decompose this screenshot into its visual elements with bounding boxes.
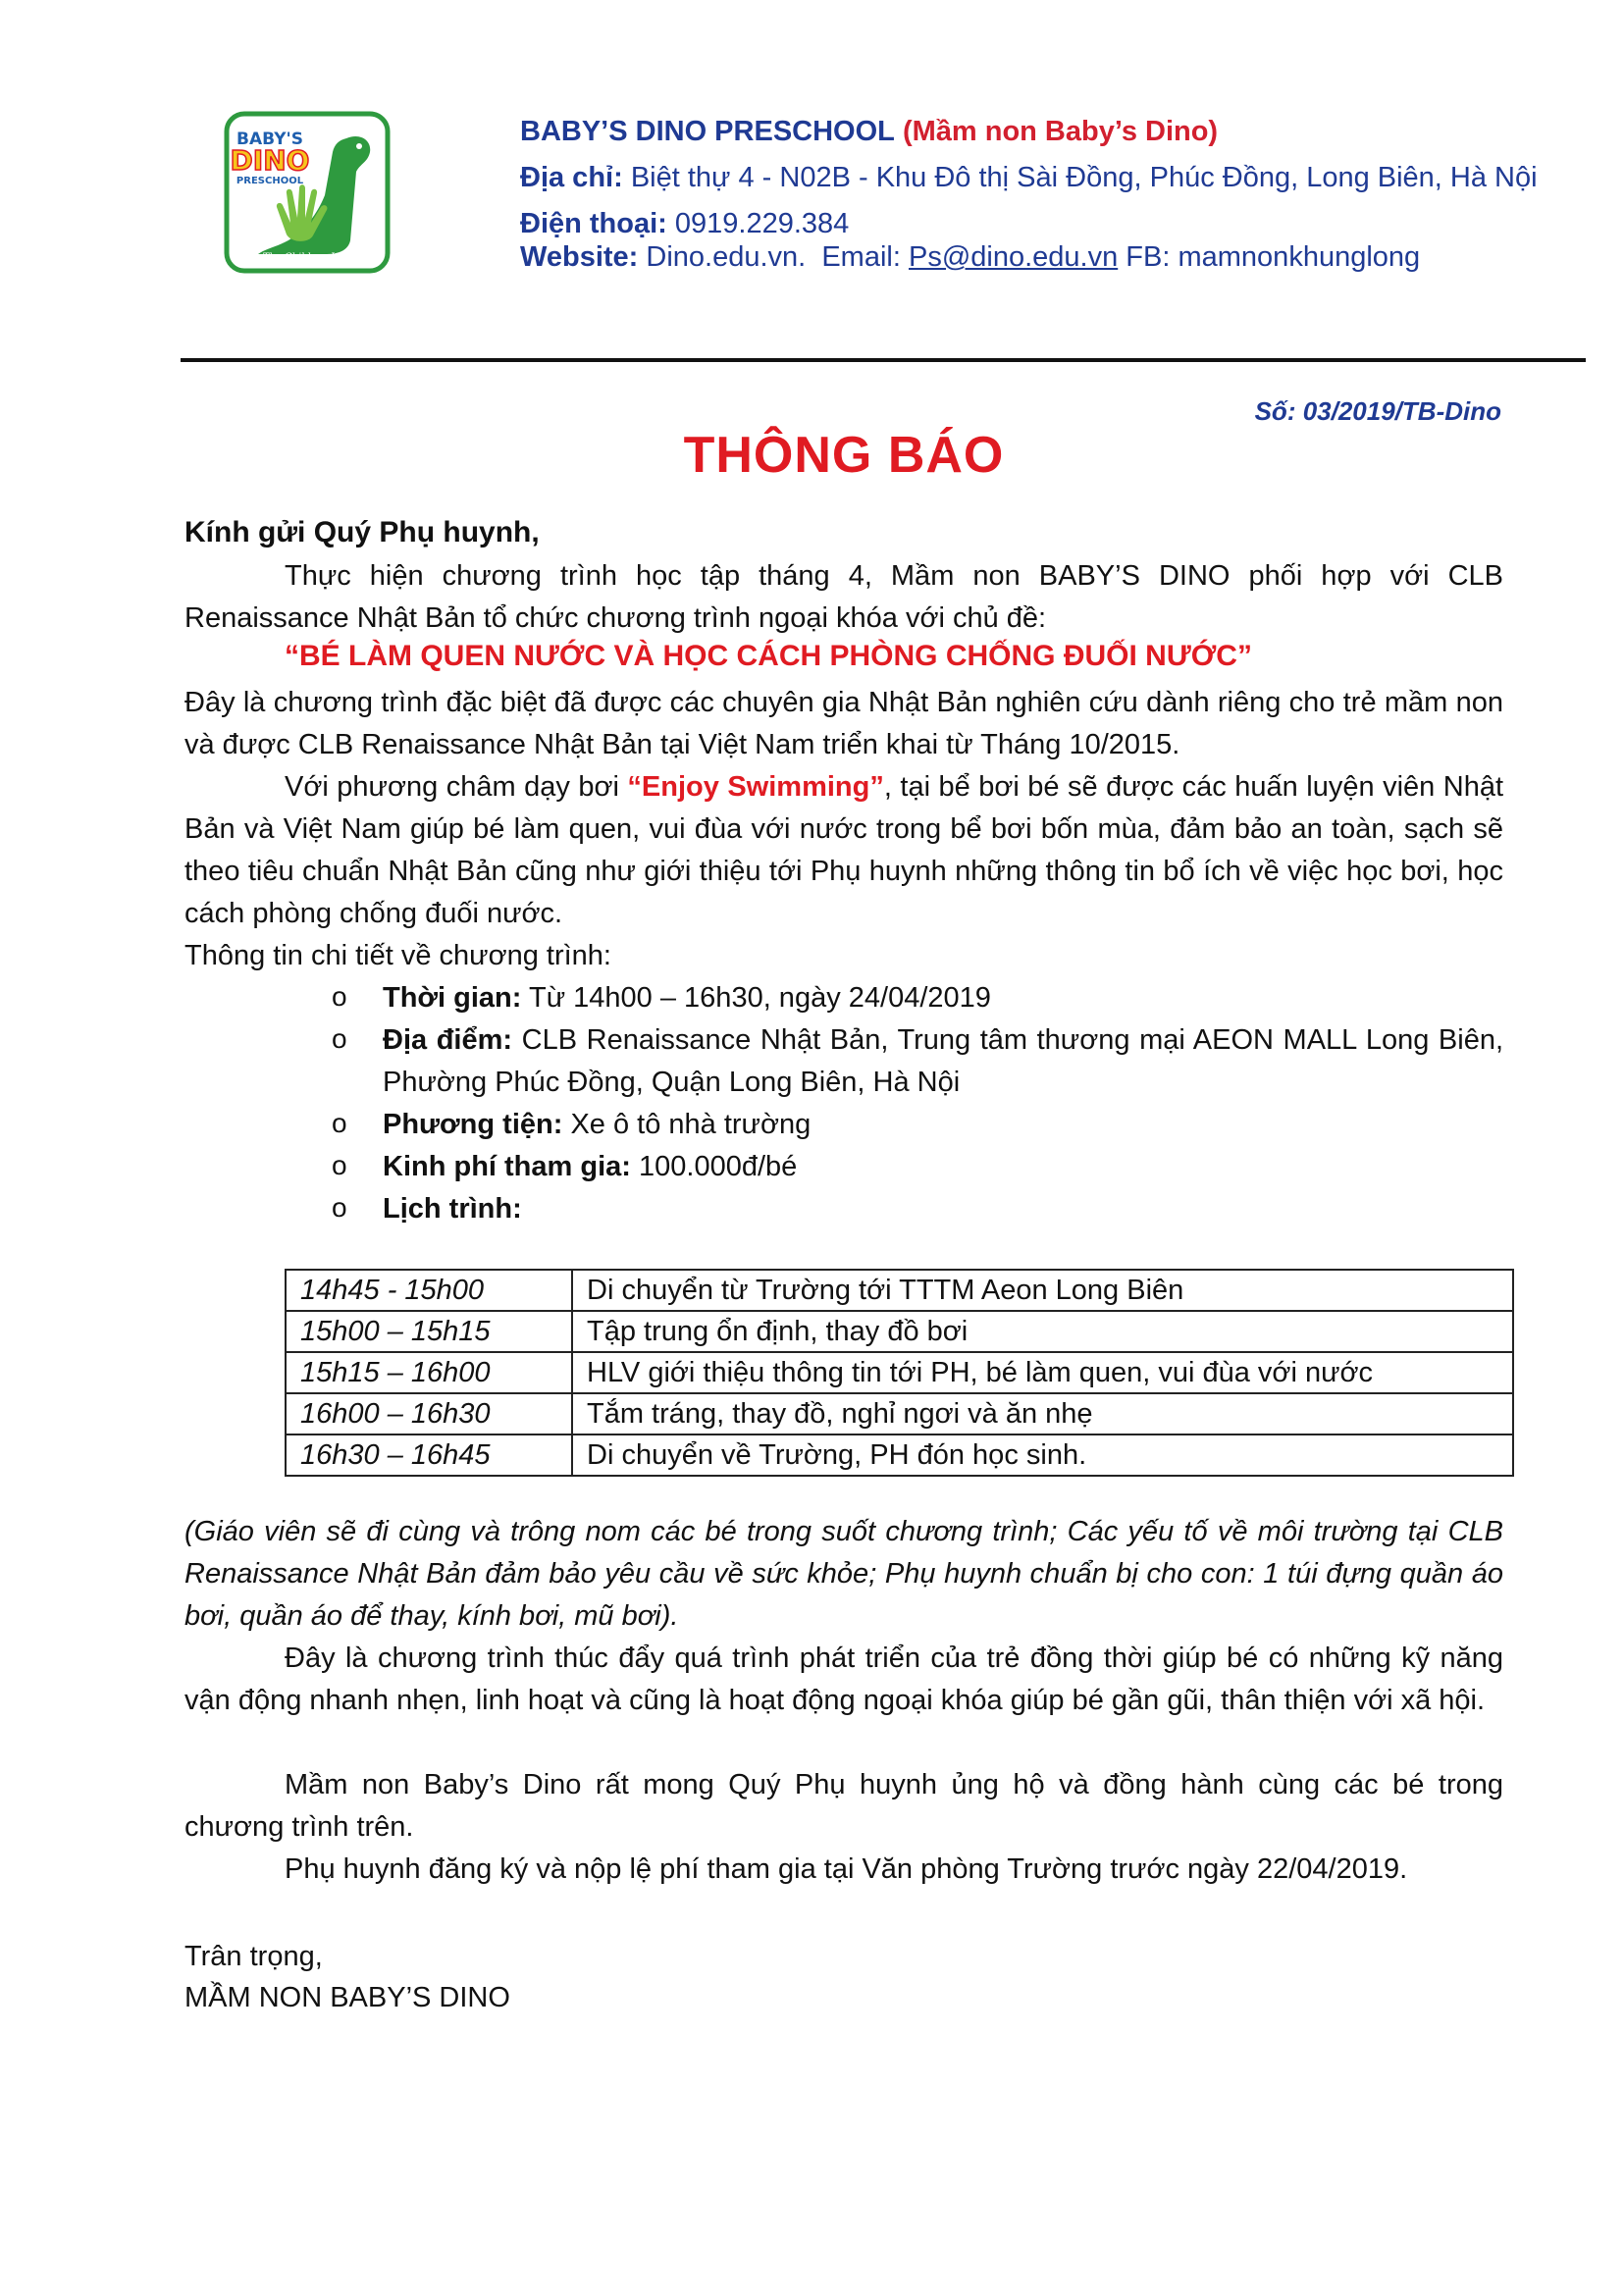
document-number: Số: 03/2019/TB-Dino (1254, 396, 1501, 426)
paragraph-5: Phụ huynh đăng ký và nộp lệ phí tham gia tại Văn phòng Trường trước ngày 22/04/2019. (285, 1853, 1408, 1885)
schedule-time: 15h00 – 15h15 (286, 1311, 572, 1352)
paragraph-3: Đây là chương trình thúc đẩy quá trình phát triển của trẻ đồng thời giúp bé có những kỹ năng vận động nhanh nhẹn, linh hoạt và cũng là hoạt động ngoại khóa giúp bé gần gũi, thân thiện với xã hội. (184, 1643, 1503, 1716)
detail-time-value: Từ 14h00 – 16h30, ngày 24/04/2019 (528, 982, 991, 1014)
paragraph-1: Đây là chương trình đặc biệt đã được các chuyên gia Nhật Bản nghiên cứu dành riêng cho trẻ mầm non và được CLB Renaissance Nhật Bản tại Việt Nam triển khai từ Tháng 10/2015. (184, 687, 1503, 760)
para2-pre: Với phương châm dạy bơi (285, 771, 628, 803)
intro-paragraph: Thực hiện chương trình học tập tháng 4, Mầm non BABY’S DINO phối hợp với CLB Renaissance Nhật Bản tổ chức chương trình ngoại khóa với chủ đề: (184, 560, 1503, 634)
details-heading: Thông tin chi tiết về chương trình: (184, 940, 611, 971)
paragraph-2 (184, 766, 1503, 935)
school-name-vi: (Mầm non Baby’s Dino) (902, 116, 1219, 147)
detail-fee-label: Kinh phí tham gia: (383, 1151, 631, 1182)
detail-transport-value: Xe ô tô nhà trường (570, 1109, 812, 1140)
program-slogan: “BÉ LÀM QUEN NƯỚC VÀ HỌC CÁCH PHÒNG CHỐNG ĐUỐI NƯỚC” (285, 640, 1252, 672)
table-row (286, 1352, 1513, 1393)
schedule-table (285, 1269, 1514, 1477)
schedule-activity: Tắm tráng, thay đồ, nghỉ ngơi và ăn nhẹ (572, 1393, 1513, 1434)
note-paragraph: (Giáo viên sẽ đi cùng và trông nom các bé trong suốt chương trình; Các yếu tố về môi trường tại CLB Renaissance Nhật Bản đảm bảo yêu cầu về sức khỏe; Phụ huynh chuẩn bị cho con: 1 túi đựng quần áo bơi, quần áo để thay, kính bơi, mũ bơi). (184, 1516, 1503, 1632)
schedule-activity: Tập trung ổn định, thay đồ bơi (572, 1311, 1513, 1352)
schedule-activity: Di chuyển từ Trường tới TTTM Aeon Long Biên (572, 1270, 1513, 1311)
paragraph-4: Mầm non Baby’s Dino rất mong Quý Phụ huynh ủng hộ và đồng hành cùng các bé trong chương trình trên. (184, 1769, 1503, 1843)
bullet-marker: o (332, 1023, 347, 1054)
detail-location-label: Địa điểm: (383, 1024, 513, 1056)
header-phone-line (520, 206, 849, 241)
schedule-time: 14h45 - 15h00 (286, 1270, 572, 1311)
logo-text-babys: BABY'S (236, 130, 303, 149)
signature: MẦM NON BABY’S DINO (184, 1982, 510, 2013)
bullet-marker: o (332, 1192, 347, 1223)
table-row (286, 1393, 1513, 1434)
email-label: Email: (821, 241, 901, 273)
table-row (286, 1434, 1513, 1476)
website-label: Website: (520, 241, 639, 273)
detail-time-label: Thời gian: (383, 982, 522, 1014)
detail-location-value: CLB Renaissance Nhật Bản, Trung tâm thương mại AEON MALL Long Biên, Phường Phúc Đồng, Quận Long Biên, Hà Nội (383, 1024, 1504, 1098)
email-link[interactable]: Ps@dino.edu.vn (908, 241, 1119, 273)
header-divider (181, 358, 1586, 362)
address-value: Biệt thự 4 - N02B - Khu Đô thị Sài Đồng, Phúc Đồng, Long Biên, Hà Nội (630, 162, 1538, 193)
address-label: Địa chỉ: (520, 162, 623, 193)
bullet-marker: o (332, 1108, 347, 1138)
document-title: THÔNG BÁO (683, 427, 1005, 484)
header-web-line (520, 239, 1420, 275)
salutation: Kính gửi Quý Phụ huynh, (184, 516, 540, 548)
bullet-marker: o (332, 981, 347, 1012)
schedule-time: 16h30 – 16h45 (286, 1434, 572, 1476)
table-row (286, 1270, 1513, 1311)
fb-label: FB: (1126, 241, 1171, 273)
schedule-time: 15h15 – 16h00 (286, 1352, 572, 1393)
header-address-line (520, 160, 1538, 195)
detail-time (383, 977, 1503, 1019)
detail-fee-value: 100.000đ/bé (639, 1151, 798, 1182)
schedule-activity: HLV giới thiệu thông tin tới PH, bé làm quen, vui đùa với nước (572, 1352, 1513, 1393)
closing: Trân trọng, (184, 1941, 323, 1972)
schedule-activity: Di chuyển về Trường, PH đón học sinh. (572, 1434, 1513, 1476)
schedule-time: 16h00 – 16h30 (286, 1393, 572, 1434)
swimming-motto: “Enjoy Swimming” (627, 771, 884, 803)
phone-label: Điện thoại: (520, 208, 667, 239)
header-school-line (520, 114, 1218, 149)
detail-location (383, 1019, 1503, 1104)
phone-value: 0919.229.384 (674, 208, 850, 239)
logo-text-dino: DINO (230, 144, 310, 177)
detail-fee (383, 1146, 1503, 1188)
detail-transport-label: Phương tiện: (383, 1109, 563, 1140)
logo-text-preschool: PRESCHOOL (236, 176, 304, 186)
school-logo (224, 111, 391, 274)
bullet-marker: o (332, 1150, 347, 1180)
detail-schedule-label: Lịch trình: (383, 1193, 522, 1225)
para2-post: , tại bể bơi bé sẽ được các huấn luyện viên Nhật Bản và Việt Nam giúp bé làm quen, vui đùa với nước trong bể bơi bốn mùa, đảm bảo an toàn, sạch sẽ theo tiêu chuẩn Nhật Bản cũng như giới thiệu tới Phụ huynh những thông tin bổ ích về việc học bơi, học cách phòng chống đuối nước. (184, 771, 1504, 929)
website-value[interactable]: Dino.edu.vn. (646, 241, 807, 273)
detail-schedule (383, 1188, 1503, 1230)
logo-tagline: Let The Children Imagine (242, 252, 372, 263)
school-name: BABY’S DINO PRESCHOOL (520, 116, 895, 147)
table-row (286, 1311, 1513, 1352)
fb-value: mamnonkhunglong (1178, 241, 1421, 273)
detail-transport (383, 1104, 1503, 1146)
